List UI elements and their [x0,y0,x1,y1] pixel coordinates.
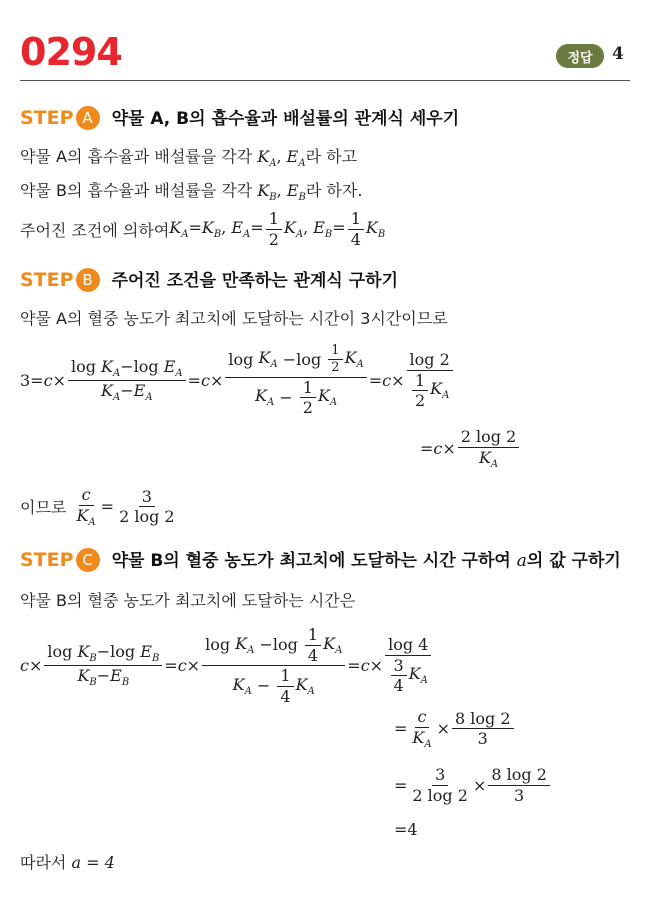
step-b-equation1: 3=c× $\frac{\log K_A-\log E_A}{K_A-E_A}$ =c× log $K_A$ −log $\frac{1}{2}$ $K_A$ $K_A$ − $\frac{1}{2}$ $K_A$ =c× log 2 $\frac{1}{2}$ $K_A$ [20,344,455,417]
step-a-heading [20,104,459,130]
step-a-label: STEP [20,107,74,129]
step-b-conclusion: 이므로 $\frac{c}{K_A}$ = $\frac{3}{2 \log 2}$ [20,485,175,528]
step-b-letter: B [76,268,100,292]
step-c-title: 약물 B의 혈중 농도가 최고치에 도달하는 시간 구하여 a의 값 구하기 [111,551,621,571]
step-a-line3: 주어진 조건에 의하여 $K_A=K_B$, $E_A=$ $\frac{1}{2}$ $K_A$, $E_B=$ $\frac{1}{4}$ $K_B$ [20,209,386,249]
step-b-label: STEP [20,269,74,291]
answer-badge: 정답 [556,44,604,68]
step-a-line1: 약물 A의 흡수율과 배설률을 각각 $K_A$, $E_A$라 하고 [20,147,358,169]
step-c-equation1: c× $\frac{\log K_B-\log E_B}{K_B-E_B}$ =c× log $K_A$ −log $\frac{1}{4}$ $K_A$ $K_A$ − $\frac{1}{4}$ $K_A$ =c× log 4 $\frac{3}{4}$ $K_A$ [20,626,433,705]
step-c-equation3: = $\frac{3}{2 \log 2}$ × $\frac{8 \log 2}{3}$ [394,766,552,804]
step-b-title: 주어진 조건을 만족하는 관계식 구하기 [111,271,398,291]
header-rule [20,80,630,81]
step-c-line1: 약물 B의 혈중 농도가 최고치에 도달하는 시간은 [20,591,356,610]
step-b-equation2: =c× $\frac{2 \log 2}{K_A}$ [420,428,521,470]
answer-value: 4 [612,44,624,64]
step-c-equation2: = $\frac{c}{K_A}$ × $\frac{8 \log 2}{3}$ [394,708,516,750]
step-b-heading [20,266,398,292]
step-c-label: STEP [20,549,74,571]
step-a-title: 약물 A, B의 흡수율과 배설률의 관계식 세우기 [111,109,460,129]
step-a-line2: 약물 B의 흡수율과 배설률을 각각 $K_B$, $E_B$라 하자. [20,181,363,203]
problem-number: 0294 [20,30,122,74]
final-answer-line: 따라서 a = 4 [20,853,115,872]
step-c-heading [20,546,621,572]
step-b-line1: 약물 A의 혈중 농도가 최고치에 도달하는 시간이 3시간이므로 [20,309,448,328]
step-c-equation4: =4 [394,820,418,839]
step-a-letter: A [76,106,100,130]
step-c-letter: C [76,548,100,572]
